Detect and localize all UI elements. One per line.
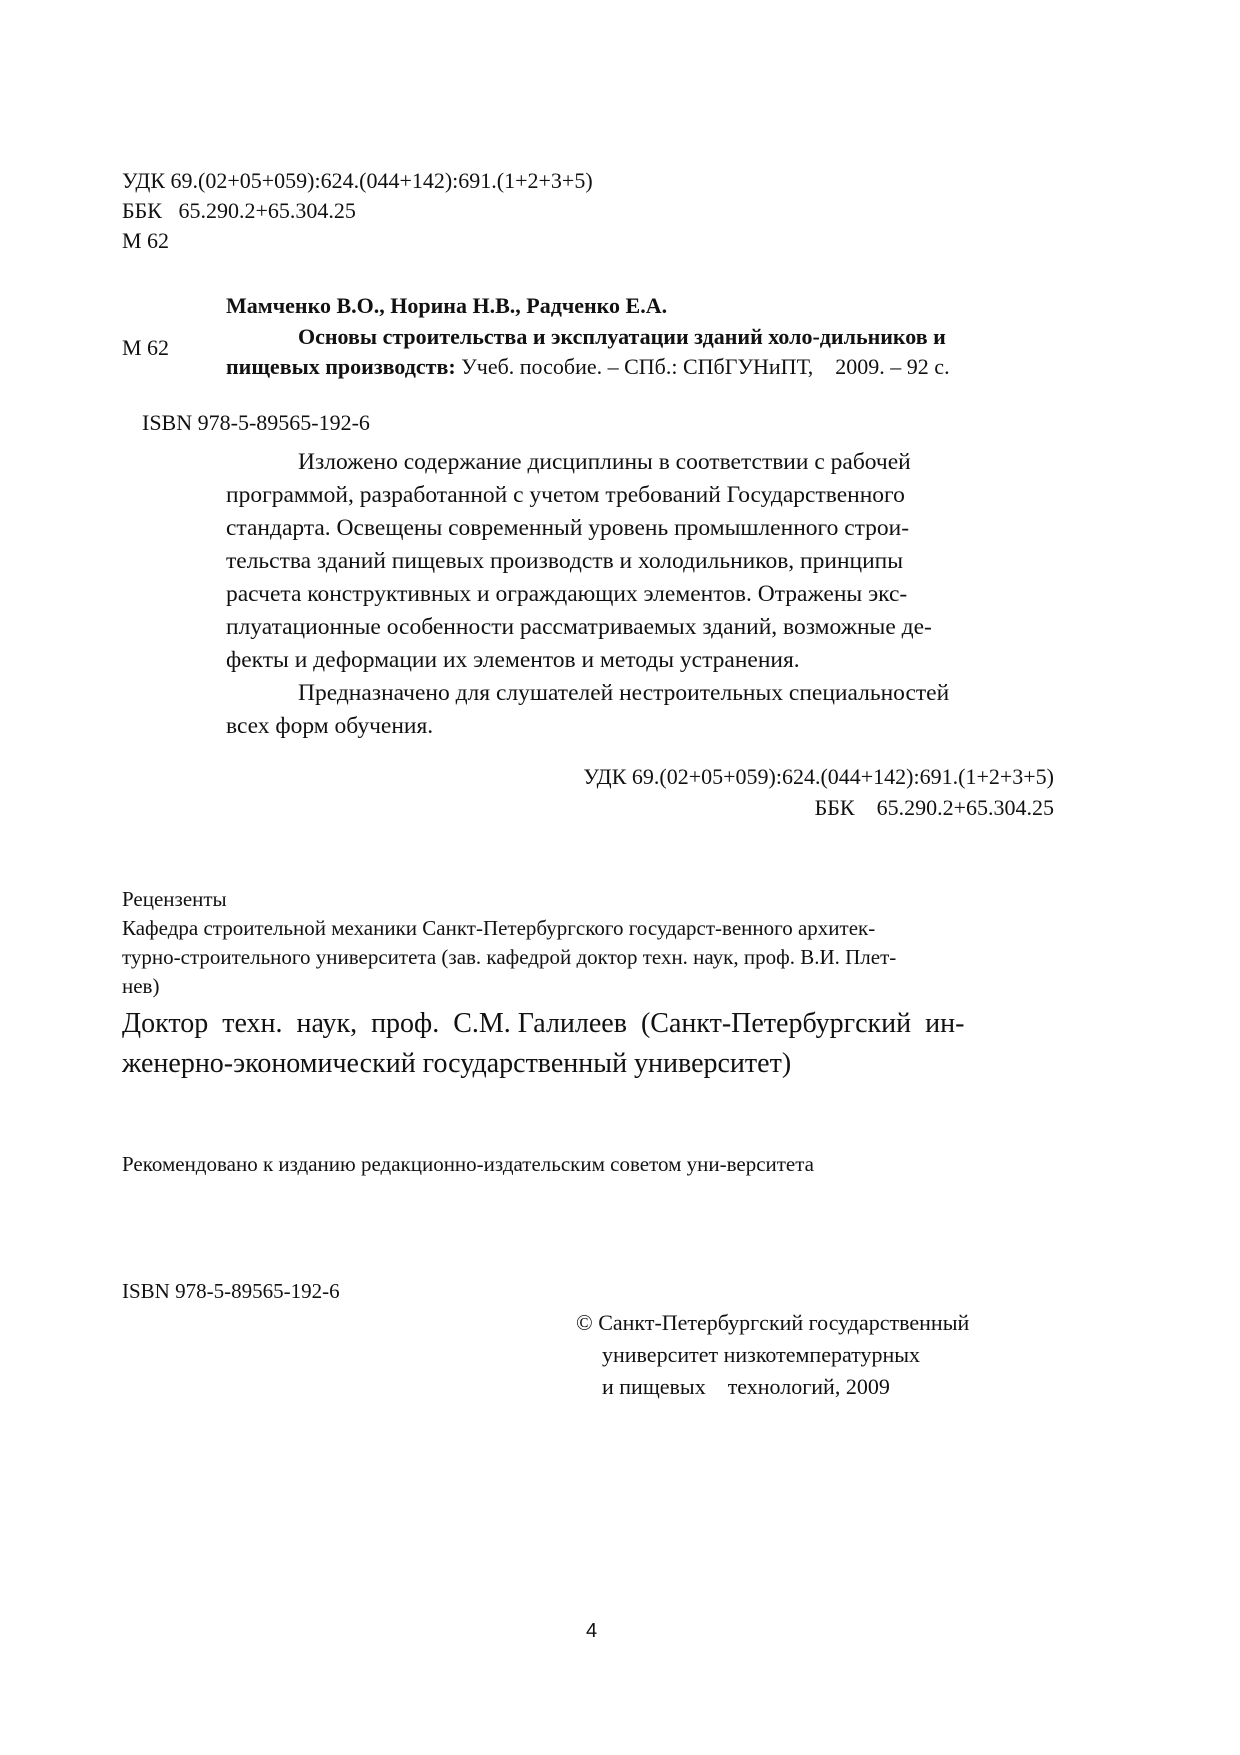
udk-code: УДК 69.(02+05+059):624.(044+142):691.(1+2+3+5): [122, 168, 593, 193]
footer-isbn: ISBN 978-5-89565-192-6: [122, 1279, 340, 1303]
abstract-line: Предназначено для слушателей нестроительных специальностей: [298, 680, 950, 706]
abstract-line: программой, разработанной с учетом требований Государственного: [226, 482, 905, 508]
card-authors: Мамченко В.О., Норина Н.В., Радченко Е.А.: [226, 293, 668, 318]
copyright-line: и пищевых технологий, 2009: [602, 1374, 890, 1399]
reviewer-1-line: нев): [122, 974, 160, 998]
copyright-line: университет низкотемпературных: [602, 1342, 921, 1367]
card-title-bold: пищевых производств:: [226, 354, 456, 379]
bbk-code: ББК 65.290.2+65.304.25: [122, 198, 356, 223]
card-title-line-2: [226, 352, 950, 382]
reviewer-2-line: Доктор техн. наук, проф. С.М. Галилеев (Санкт-Петербургский ин-: [122, 1008, 965, 1039]
abstract-line: Изложено содержание дисциплины в соответствии с рабочей: [298, 449, 911, 475]
abstract-line: стандарта. Освещены современный уровень промышленного строи-: [226, 515, 910, 541]
reviewer-2-line: женерно-экономический государственный университет): [122, 1048, 792, 1079]
card-title-line-1: Основы строительства и эксплуатации зданий холо-дильников и: [298, 324, 946, 349]
reviewer-1-line: турно-строительного университета (зав. кафедрой доктор техн. наук, проф. В.И. Плет-: [122, 945, 897, 969]
card-isbn: ISBN 978-5-89565-192-6: [142, 410, 370, 435]
abstract-line: расчета конструктивных и ограждающих элементов. Отражены экс-: [226, 581, 908, 607]
reviewers-heading: Рецензенты: [122, 887, 227, 911]
card-imprint: Учеб. пособие. – СПб.: СПбГУНиПТ, 2009. – 92 с.: [455, 354, 950, 379]
card-udk-right: УДК 69.(02+05+059):624.(044+142):691.(1+2+3+5): [583, 764, 1054, 789]
recommendation: Рекомендовано к изданию редакционно-издательским советом уни-верситета: [122, 1152, 815, 1176]
abstract-line: всех форм обучения.: [226, 713, 434, 739]
author-mark: М 62: [122, 228, 170, 253]
abstract-line: тельства зданий пищевых производств и холодильников, принципы: [226, 548, 904, 574]
card-side-mark: М 62: [122, 335, 170, 360]
page-number: 4: [586, 1620, 598, 1642]
abstract-line: плуатационные особенности рассматриваемых зданий, возможные де-: [226, 614, 932, 640]
copyright-line: © Санкт-Петербургский государственный: [576, 1310, 970, 1335]
card-bbk-right: ББК 65.290.2+65.304.25: [814, 795, 1054, 820]
abstract-line: фекты и деформации их элементов и методы устранения.: [226, 647, 800, 673]
reviewer-1-line: Кафедра строительной механики Санкт-Петербургского государст-венного архитек-: [122, 916, 876, 940]
